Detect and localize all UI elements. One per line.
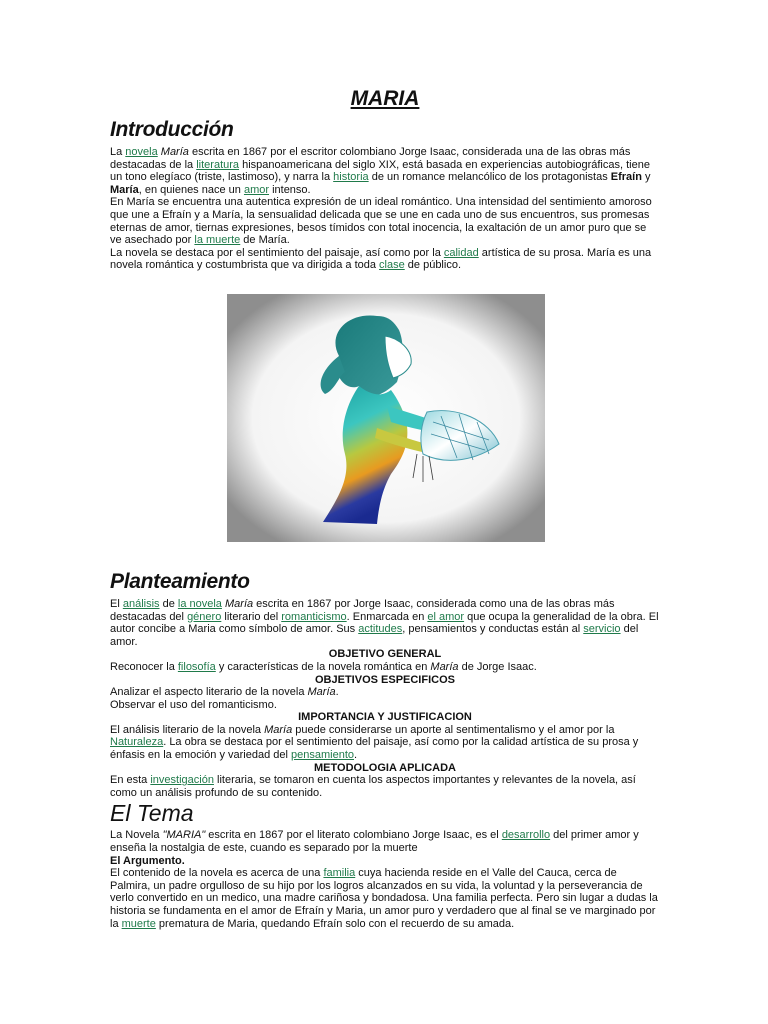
heading-introduccion: Introducción [110,118,234,141]
planteamiento-paragraph: El análisis de la novela María escrita en 1867 por Jorge Isaac, considerada como una de las obras más destacadas del género literario del romanticismo. Enmarcada en el amor que ocupa la generalidad de la obra. El autor concibe a Maria como símbolo de amor. Sus actitudes, pensamientos y conductas están al servicio del amor. [110,597,659,648]
intro-paragraph-3: La novela se destaca por el sentimiento del paisaje, así como por la calidad artística de su prosa. María es una novela romántica y costumbrista que va dirigida a toda clase de público. [110,246,652,272]
link-muerte[interactable]: muerte [121,917,156,930]
link-investigacion[interactable]: investigación [150,774,214,787]
intro-paragraph-2: En María se encuentra una autentica expresión de un ideal romántico. Una intensidad del sentimiento amoroso que une a Efraín y a María, la sensualidad delicada que se une en cada uno de sus encuentros, sus promesas eternas de amor, tiernas expresiones, besos tímidos con total inocencia, la exaltación de un amor puro que se ve asechado por la muerte de María. [110,196,652,247]
link-actitudes[interactable]: actitudes [358,623,403,636]
importancia-text: El análisis literario de la novela María puede considerarse un aporte al sentimentalismo y el amor por la Naturaleza. La obra se destaca por el sentimiento del paisaje, así como por la calidad artística de su prosa y énfasis en la emoción y variedad del pensamiento. [110,723,639,762]
metodologia-text: En esta investigación literaria, se tomaron en cuenta los aspectos importantes y relevantes de la novela, así como un análisis profundo de su contenido. [110,774,636,799]
objetivo-general-text: Reconocer la filosofía y características de la novela romántica en María de Jorge Isaac. [110,660,537,673]
link-literatura[interactable]: literatura [196,158,240,171]
link-clase[interactable]: clase [379,259,405,272]
woman-silhouette-image [227,294,545,542]
maria-illustration [227,294,545,542]
link-la-muerte[interactable]: la muerte [194,234,241,247]
spacer [110,542,660,564]
document-page [110,86,660,930]
link-calidad[interactable]: calidad [443,246,479,259]
link-pensamiento[interactable]: pensamiento [291,749,354,762]
tema-paragraph: La Novela "MARIA" escrita en 1867 por el literato colombiano Jorge Isaac, es el desarrollo del primer amor y enseña la nostalgia de este, cuando es separado por la muerte [110,829,639,855]
heading-planteamiento: Planteamiento [110,569,250,593]
heading-objetivos-especificos: OBJETIVOS ESPECIFICOS [315,673,455,686]
objetivo-especifico-2: Observar el uso del romanticismo. [110,698,277,711]
document-title: MARIA [350,87,420,110]
heading-el-tema: El Tema [110,800,194,827]
link-familia[interactable]: familia [323,867,356,880]
link-el-amor[interactable]: el amor [427,610,465,623]
heading-importancia: IMPORTANCIA Y JUSTIFICACION [298,711,472,724]
link-historia[interactable]: historia [333,171,369,184]
link-amor[interactable]: amor [243,183,270,196]
link-servicio[interactable]: servicio [583,623,621,636]
link-desarrollo[interactable]: desarrollo [501,829,551,842]
link-la-novela[interactable]: la novela [177,597,222,610]
heading-argumento: El Argumento. [110,854,185,867]
link-analisis[interactable]: análisis [122,597,160,610]
argumento-text: El contenido de la novela es acerca de una familia cuya hacienda reside en el Valle del Cauca, cerca de Palmira, un padre orgulloso de su hijo por los logros alcanzados en su vida, la voluntad y la perseverancia de verlo convertido en un medico, una madre cariñosa y bondadosa. Una familia perfecta. Pero sin lugar a dudas la historia se fundamenta en el amor de Efraín y Maria, un amor puro y verdadero que al final se ve marginado por la muerte prematura de Maria, quedando Efraín solo con el recuerdo de su amada. [110,867,658,930]
link-naturaleza[interactable]: Naturaleza [110,736,164,749]
link-novela[interactable]: novela [125,146,158,158]
heading-metodologia: METODOLOGIA APLICADA [314,761,456,774]
link-filosofia[interactable]: filosofía [177,660,216,673]
link-romanticismo[interactable]: romanticismo [281,610,347,623]
link-genero[interactable]: género [187,610,222,623]
intro-paragraph-1: La novela María escrita en 1867 por el escritor colombiano Jorge Isaac, considerada una de las obras más destacadas de la literatura hispanoamericana del siglo XIX, está basada en experiencias autobiográficas, tiene un tono elegíaco (triste, lastimoso), y narra la historia de un romance melancólico de los protagonistas Efraín y María, en quienes nace un amor intenso. [110,146,651,196]
heading-objetivo-general: OBJETIVO GENERAL [328,648,442,661]
objetivo-especifico-1: Analizar el aspecto literario de la novela María. [110,686,339,699]
